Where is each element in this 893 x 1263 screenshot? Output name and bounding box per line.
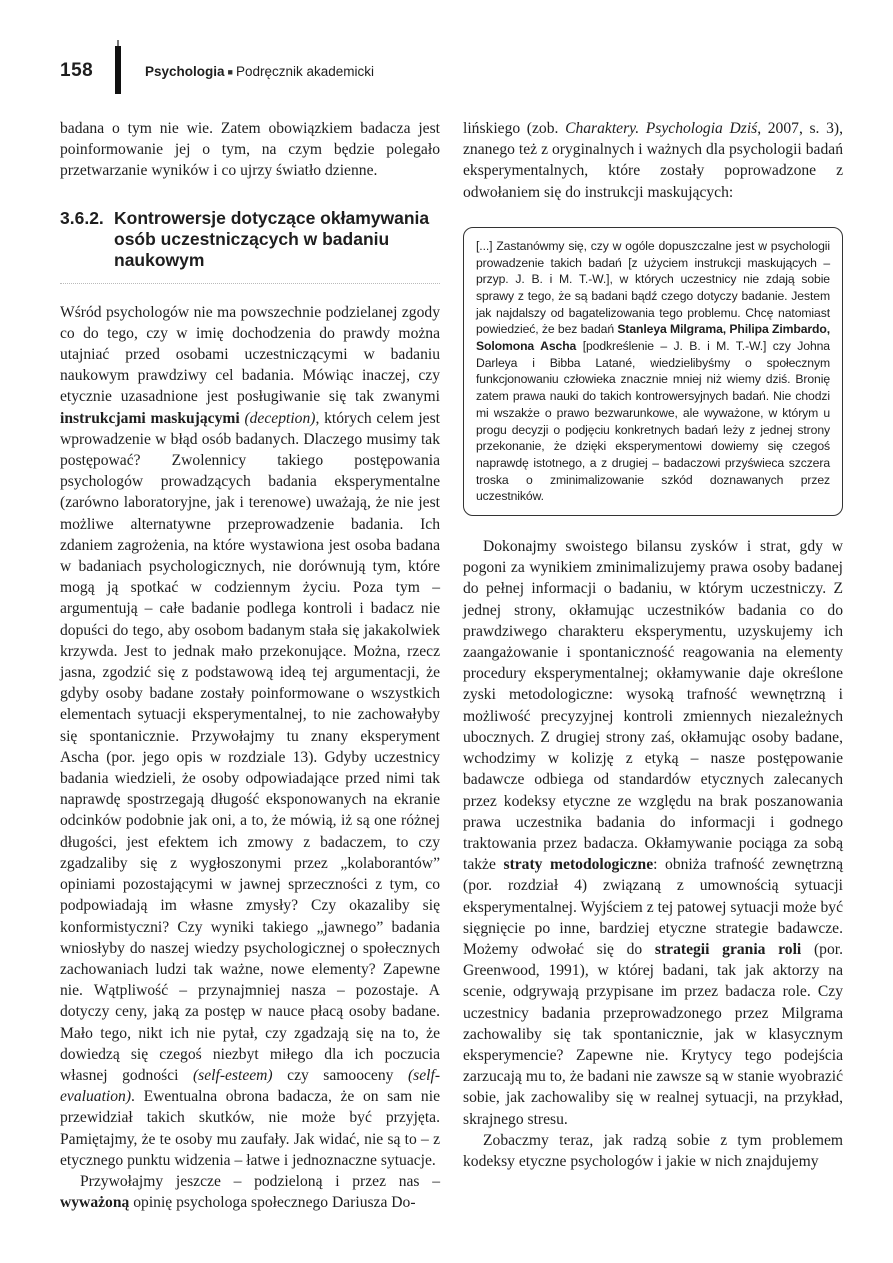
term-bold: wyważoną [60,1194,130,1212]
left-paragraph-3 [60,1171,440,1213]
right-paragraph-1 [463,118,843,203]
text-run: opinię psychologa społecznego Dariusza Do- [133,1194,416,1212]
text-run: lińskiego (zob. [463,120,559,137]
left-paragraph-1: badana o tym nie wie. Zatem obowiązkiem badacza jest poinformowanie jej o tym, na czym będzie polegało przetwarzanie wyników i co ujrzy światło dzienne. [60,120,440,180]
term-bold: straty metodologiczne [503,856,654,874]
section-heading [60,208,440,271]
book-title: Psychologia [145,64,225,79]
section-number: 3.6.2. [60,207,104,228]
term-bold: strategii grania roli [654,940,802,958]
term-italic: (self-esteem) [192,1066,273,1084]
page-number: 158 [60,60,94,81]
term-bold: instrukcjami maskującymi [60,409,240,427]
left-paragraph-2 [60,302,440,1171]
running-header [60,46,840,96]
left-column [60,118,440,1213]
book-subtitle: Podręcznik akademicki [235,64,375,79]
text-run: , których celem jest wprowadzenie w błąd osób badanych. Dlaczego musimy tak postępować? Zwolennicy takiego postępowania psychologów prowadzących badania eksperymentalne (zarówno laboratoryjne, jak i terenowe) uważają, że nie jest możliwe alternatywne przeprowadzenie badania. Ich zdaniem zagrożenia, na które wystawiona jest osoba badana w badaniach psychologicznych, nie dorównują tym, które mogą ją spotkać w codziennym życiu. Poza tym – argumentują – całe badanie podlega kontroli i badacz nie dopuści do tego, aby osobom badanym stała się jakakolwiek krzywda. Jest to jednak mało przekonujące. Można, rzecz jasna, zgodzić się z podstawową ideą tej argumentacji, że gdyby osoby badane zostały poinformowane o wszystkich elementach sytuacji eksperymentalnej, to nie zachowałyby się spontanicznie. Przywołajmy tu znany eksperyment Ascha (por. jego opis w rozdziale 13). Gdyby uczestnicy badania wiedzieli, że osoby odpowiadające przed nimi tak naprawdę spostrzegają długość eksponowanych na ekranie odcinków podobnie jak oni, a to, że mówią, iż są one różnej długości, jest efektem ich zmowy z badaczem, to czy zgadzaliby się z wygłoszonymi przez „kolaborantów” opiniami pozostającymi w jawnej sprzeczności z tym, co podpowiadają im własne zmysły? Czy okazaliby się konformistyczni? Czy wyniki takiego „jawnego” badania wniosłyby do naszej wiedzy psychologicznej o społecznych zachowaniach ludzi tak ważne, nowe elementy? Zapewne nie. Wątpliwość – przynajmniej nasza – pozostaje. A dotyczy ceny, jaką za postęp w nauce płacą osoby badane. Mało tego, nikt ich nie pytał, czy zgadzają się na to, że dowiedzą się czegoś niezbyt miłego dla ich poczucia własnej godności [60,409,440,1084]
header-title [145,64,374,79]
header-separator: ■ [227,67,233,77]
heading-divider [60,283,440,284]
quote-names-bold: Stanleya Milgrama, Philipa Zimbardo, Solomona Ascha [476,322,830,354]
text-run: , 2007, s. 3), znanego też z oryginalnych i ważnych dla psychologii badań eksperymentalnych, które zostały poprowadzone z odwołaniem się do instrukcji maskujących: [463,120,843,201]
text-run: : obniża trafność zewnętrzną (por. rozdział 4) związaną z umownością sytuacji eksperymentalnej. Wyjściem z tej patowej sytuacji może być sięgnięcie po inne, bardziej etyczne strategie badawcze. Możemy odwołać się do [463,856,843,958]
text-run: [podkreślenie – J. B. i M. T.-W.] czy Johna Darleya i Bibba Latané, wiedzielibyśmy o społecznym funkcjonowaniu człowieka znacznie mniej niż wiemy dziś. Bronię zatem prawa nauki do takich kontrowersyjnych badań. Nie chodzi mi wszakże o prawo bezwarunkowe, ale wyważone, w którym u progu decyzji o podjęciu konkretnych badań leży z jednej strony przekonanie, że dzięki eksperymentowi dowiemy się czegoś naprawdę istotnego, a z drugiej – badaczowi przyświeca szczera troska o zminimalizowanie szkód doznawanych przez uczestników. [476,339,830,504]
right-paragraph-3: Zobaczmy teraz, jak radzą sobie z tym problemem kodeksy etyczne psychologów i jakie w nich znajdujemy [463,1131,843,1170]
term-italic: (deception) [244,409,316,427]
text-run: [...] Zastanówmy się, czy w ogóle dopuszczalne jest w psychologii prowadzenie takich badań [z użyciem instrukcji maskujących – przyp. J. B. i M. T.-W.], w których uczestnicy nie zdają sobie sprawy z tego, że są badani bądź czego dotyczy badanie. Jestem jak najdalszy od bagatelizowania tego problemu. Chcę natomiast powiedzieć, że bez badań [476,238,830,337]
citation-italic: Charaktery. Psychologia Dziś [565,120,758,137]
quote-box [463,227,843,516]
section-title: Kontrowersje dotyczące okłamywania osób uczestniczących w badaniu naukowym [114,207,430,270]
text-run: Wśród psychologów nie ma powszechnie podzielanej zgody co do tego, czy w imię dochodzenia do prawdy można utajniać przed osobami uczestniczącymi w badaniu naukowym prawdziwy cel badania. Mówiąc inaczej, czy etycznie uzasadnione jest posługiwanie się tak zwanymi [60,303,440,406]
term-italic: (self-evaluation) [60,1066,441,1106]
text-run: . Ewentualna obrona badacza, że on sam nie przewidział takich skutków, nie może być przyjęta. Pamiętajmy, że te osoby mu zaufały. Jak widać, nie są to – z etycznego punktu widzenia – łatwe i jednoznaczne sytuacje. [60,1088,440,1169]
text-run: czy samooceny [287,1066,394,1084]
text-run: Przywołajmy jeszcze – podzieloną i przez nas – [80,1172,440,1190]
right-paragraph-2 [463,536,843,1130]
right-column [463,118,843,1172]
header-bar [115,46,121,94]
text-run: (por. Greenwood, 1991), w której badani, tak jak aktorzy na scenie, odgrywają przypisane im przez badacza role. Czy uczestnicy badania przeprowadzonego przez Milgrama zachowaliby się tak spontanicznie, jak w klasycznym eksperymencie? Zapewne nie. Krytycy tego podejścia zarzucają mu to, że badani nie zawsze są w stanie wyobrazić sobie, jak zachowaliby się w realnej sytuacji, na przykład, skrajnego stresu. [463,940,843,1128]
quote-text [476,238,830,505]
text-run: Dokonajmy swoistego bilansu zysków i strat, gdy w pogoni za wynikiem zminimalizujemy prawa osoby badanej do pełnej informacji o badaniu, w którym uczestniczy. Z jednej strony, okłamując uczestników badania co do prawdziwego charakteru eksperymentu, uzyskujemy ich zaangażowanie i spontaniczność reagowania na elementy procedury eksperymentalnej; okłamywanie daje określone zyski metodologiczne: wysoką trafność wewnętrzną i możliwość precyzyjnej kontroli zmiennych niezależnych ubocznych. Z drugiej strony zaś, okłamując osoby badane, wchodzimy w kolizję z etyką – nasze postępowanie badawcze odbiega od standardów etycznych zalecanych przez kodeksy etyczne ze względu na brak poszanowania prawa uczestnika badania do informacji i godnego traktowania przez badacza. Okłamywanie pociąga za sobą także [463,538,843,874]
